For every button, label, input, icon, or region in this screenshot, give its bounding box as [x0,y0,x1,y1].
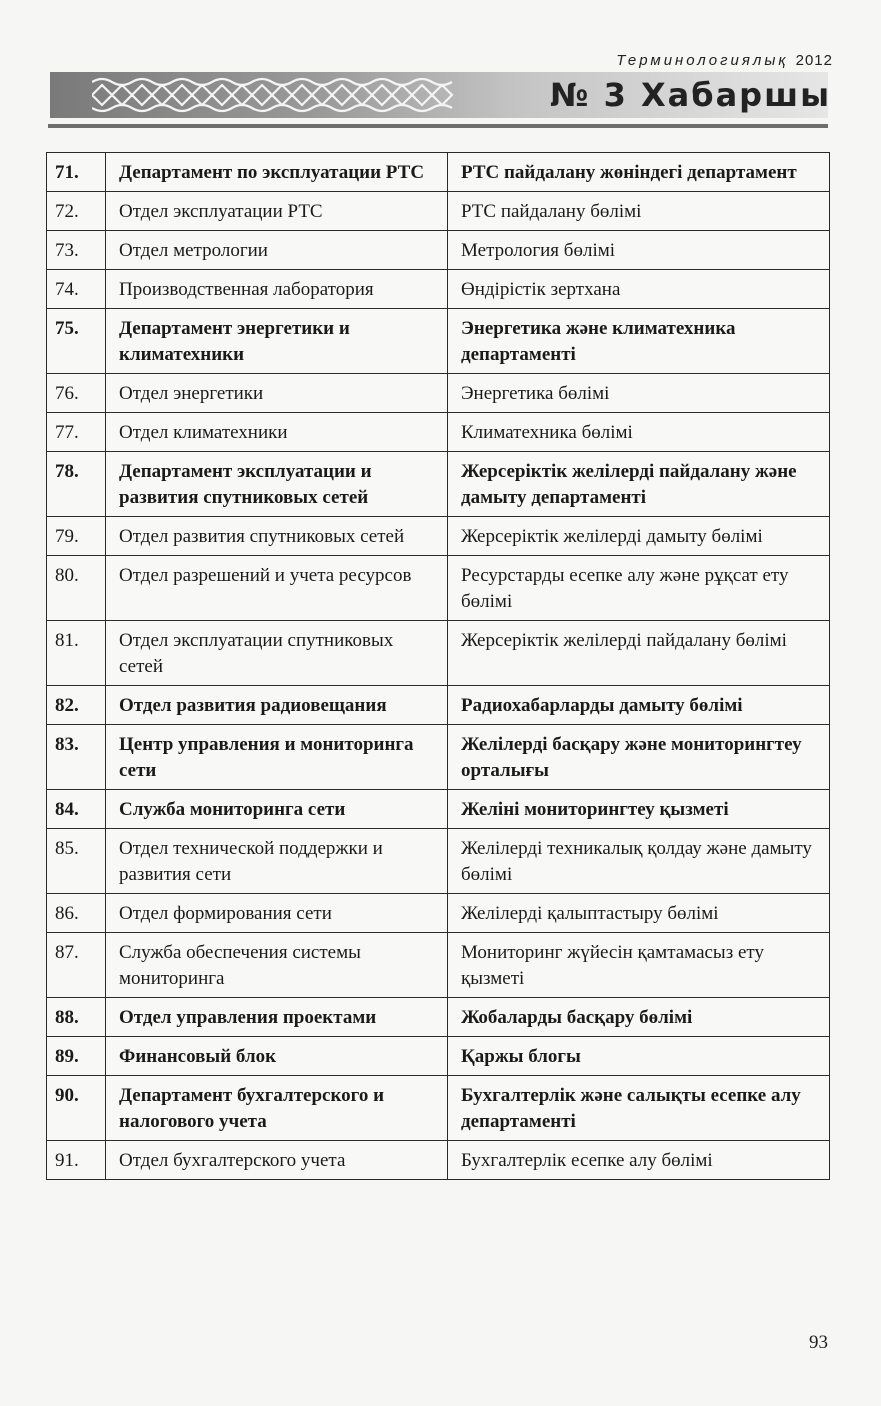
table-row [47,1037,830,1076]
table-row [47,556,830,621]
table-row [47,231,830,270]
row-number: 84. [47,790,106,829]
row-number: 86. [47,894,106,933]
russian-term: Отдел эксплуатации спутниковых сетей [106,621,448,686]
ornament-pattern-icon [92,76,462,114]
row-number: 76. [47,374,106,413]
row-number: 80. [47,556,106,621]
row-number: 73. [47,231,106,270]
table-row [47,894,830,933]
kazakh-term: Өндірістік зертхана [448,270,830,309]
kazakh-term: Жобаларды басқару бөлімі [448,998,830,1037]
kazakh-term: Климатехника бөлімі [448,413,830,452]
russian-term: Центр управления и мониторинга сети [106,725,448,790]
table-row [47,725,830,790]
kazakh-term: Желілерді техникалық қолдау және дамыту бөлімі [448,829,830,894]
table-row [47,1076,830,1141]
terms-table [46,152,830,1180]
page-number: 93 [809,1332,828,1353]
russian-term: Служба мониторинга сети [106,790,448,829]
journal-name: Терминологиялық 2012 [616,52,833,69]
kazakh-term: Энергетика бөлімі [448,374,830,413]
kazakh-term: РТС пайдалану бөлімі [448,192,830,231]
table-row [47,413,830,452]
russian-term: Отдел развития спутниковых сетей [106,517,448,556]
table-row [47,270,830,309]
kazakh-term: Метрология бөлімі [448,231,830,270]
header-rule [48,124,828,128]
row-number: 85. [47,829,106,894]
russian-term: Отдел эксплуатации РТС [106,192,448,231]
row-number: 77. [47,413,106,452]
russian-term: Отдел формирования сети [106,894,448,933]
table-row [47,192,830,231]
russian-term: Отдел энергетики [106,374,448,413]
row-number: 79. [47,517,106,556]
table-row [47,452,830,517]
row-number: 75. [47,309,106,374]
row-number: 71. [47,153,106,192]
row-number: 83. [47,725,106,790]
table-row [47,829,830,894]
table-row [47,998,830,1037]
kazakh-term: Бухгалтерлік есепке алу бөлімі [448,1141,830,1180]
issue-title: № 3 Хабаршы [549,76,831,114]
kazakh-term: Жерсеріктік желілерді пайдалану бөлімі [448,621,830,686]
table-row [47,790,830,829]
row-number: 82. [47,686,106,725]
row-number: 81. [47,621,106,686]
table-row [47,933,830,998]
russian-term: Отдел климатехники [106,413,448,452]
row-number: 89. [47,1037,106,1076]
table-row [47,374,830,413]
table-row [47,153,830,192]
kazakh-term: РТС пайдалану жөніндегі департамент [448,153,830,192]
kazakh-term: Радиохабарларды дамыту бөлімі [448,686,830,725]
russian-term: Производственная лаборатория [106,270,448,309]
journal-year: 2012 [795,52,833,69]
kazakh-term: Желіні мониторингтеу қызметі [448,790,830,829]
row-number: 87. [47,933,106,998]
russian-term: Отдел технической поддержки и развития сети [106,829,448,894]
russian-term: Департамент энергетики и климатехники [106,309,448,374]
row-number: 90. [47,1076,106,1141]
row-number: 78. [47,452,106,517]
russian-term: Департамент бухгалтерского и налогового учета [106,1076,448,1141]
russian-term: Служба обеспечения системы мониторинга [106,933,448,998]
russian-term: Финансовый блок [106,1037,448,1076]
kazakh-term: Қаржы блогы [448,1037,830,1076]
row-number: 72. [47,192,106,231]
table-row [47,621,830,686]
page-header [0,0,881,140]
kazakh-term: Желілерді қалыптастыру бөлімі [448,894,830,933]
table-row [47,517,830,556]
kazakh-term: Жерсеріктік желілерді пайдалану және дамыту департаменті [448,452,830,517]
kazakh-term: Желілерді басқару және мониторингтеу орталығы [448,725,830,790]
table-row [47,686,830,725]
russian-term: Отдел разрешений и учета ресурсов [106,556,448,621]
russian-term: Департамент по эксплуатации РТС [106,153,448,192]
russian-term: Отдел метрологии [106,231,448,270]
kazakh-term: Энергетика және климатехника департаменті [448,309,830,374]
kazakh-term: Ресурстарды есепке алу және рұқсат ету бөлімі [448,556,830,621]
russian-term: Отдел управления проектами [106,998,448,1037]
table-row [47,1141,830,1180]
russian-term: Департамент эксплуатации и развития спутниковых сетей [106,452,448,517]
table-row [47,309,830,374]
row-number: 91. [47,1141,106,1180]
row-number: 88. [47,998,106,1037]
kazakh-term: Мониторинг жүйесін қамтамасыз ету қызметі [448,933,830,998]
russian-term: Отдел развития радиовещания [106,686,448,725]
kazakh-term: Жерсеріктік желілерді дамыту бөлімі [448,517,830,556]
russian-term: Отдел бухгалтерского учета [106,1141,448,1180]
kazakh-term: Бухгалтерлік және салықты есепке алу департаменті [448,1076,830,1141]
row-number: 74. [47,270,106,309]
